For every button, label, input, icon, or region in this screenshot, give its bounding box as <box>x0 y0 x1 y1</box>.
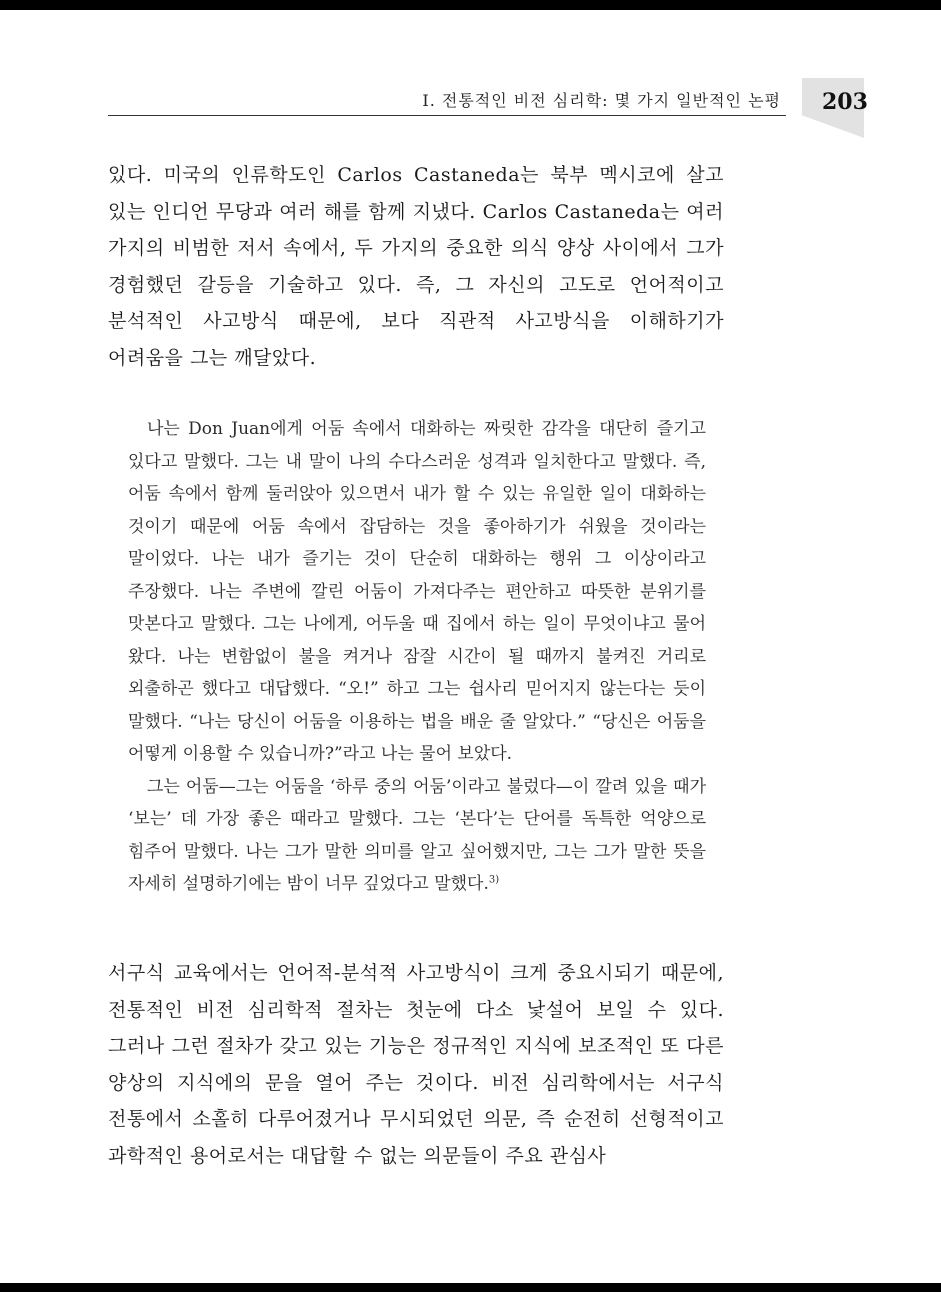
bottom-border <box>0 1283 941 1292</box>
top-border <box>0 0 941 10</box>
header-rule <box>108 115 786 116</box>
page-number: 203 <box>822 89 868 115</box>
block-quote <box>128 413 706 901</box>
body-paragraph-2: 서구식 교육에서는 언어적-분석적 사고방식이 크게 중요시되기 때문에, 전통적인 비전 심리학적 절차는 첫눈에 다소 낯설어 보일 수 있다. 그러나 그런 절차가 갖고 있는 기능은 정규적인 지식에 보조적인 또 다른 양상의 지식에의 문을 열어 주는 것이다. 비전 심리학에서는 서구식 전통에서 소홀히 다루어졌거나 무시되었던 의문, 즉 순전히 선형적이고 과학적인 용어로서는 대답할 수 없는 의문들이 주요 관심사 <box>108 962 724 1167</box>
quote-paragraph-2-text: 그는 어둠—그는 어둠을 ‘하루 중의 어둠’이라고 불렀다—이 깔려 있을 때가 ‘보는’ 데 가장 좋은 때라고 말했다. 그는 ‘본다’는 단어를 독특한 억양으로 힘주어 말했다. 나는 그가 말한 의미를 알고 싶어했지만, 그는 그가 말한 뜻을 자세히 설명하기에는 밤이 너무 깊었다고 말했다. <box>128 776 706 894</box>
quote-paragraph-1: 나는 Don Juan에게 어둠 속에서 대화하는 짜릿한 감각을 대단히 즐기고 있다고 말했다. 그는 내 말이 나의 수다스러운 성격과 일치한다고 말했다. 즉, 어둠 속에서 함께 둘러앉아 있으면서 내가 할 수 있는 유일한 일이 대화하는 것이기 때문에 어둠 속에서 잡담하는 것을 좋아하기가 쉬웠을 것이라는 말이었다. 나는 내가 즐기는 것이 단순히 대화하는 행위 그 이상이라고 주장했다. 나는 주변에 깔린 어둠이 가져다주는 편안하고 따뜻한 분위기를 맛본다고 말했다. 그는 나에게, 어두울 때 집에서 하는 일이 무엇이냐고 물어 왔다. 나는 변함없이 불을 켜거나 잠잘 시간이 될 때까지 불켜진 거리로 외출하곤 했다고 대답했다. “오!” 하고 그는 쉽사리 믿어지지 않는다는 듯이 말했다. “나는 당신이 어둠을 이용하는 법을 배운 줄 알았다.” “당신은 어둠을 어떻게 이용할 수 있습니까?”라고 나는 물어 보았다. <box>128 419 706 764</box>
body-paragraph-1: 있다. 미국의 인류학도인 Carlos Castaneda는 북부 멕시코에 살고 있는 인디언 무당과 여러 해를 함께 지냈다. Carlos Castaneda는 여러 가지의 비범한 저서 속에서, 두 가지의 중요한 의식 양상 사이에서 그가 경험했던 갈등을 기술하고 있다. 즉, 그 자신의 고도로 언어적이고 분석적인 사고방식 때문에, 보다 직관적 사고방식을 이해하기가 어려움을 그는 깨달았다. <box>108 164 724 369</box>
running-head: I. 전통적인 비전 심리학: 몇 가지 일반적인 논평 <box>422 91 781 110</box>
quote-paragraph-2 <box>128 771 706 901</box>
footnote-marker: 3) <box>488 874 500 886</box>
